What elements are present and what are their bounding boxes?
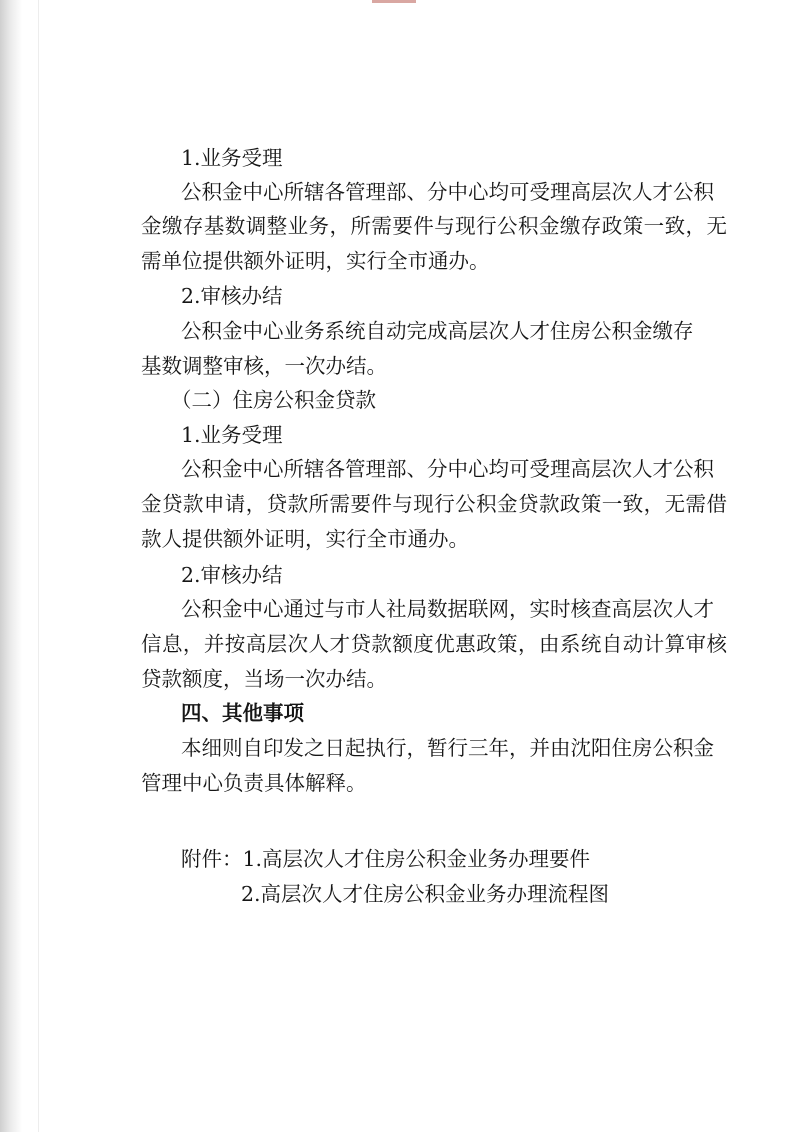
section-heading: （二）住房公积金贷款 xyxy=(171,388,376,412)
attachment-item: 附件：1.高层次人才住房公积金业务办理要件 xyxy=(181,847,591,871)
paragraph-line: 贷款额度，当场一次办结。 xyxy=(141,667,387,691)
paragraph-line: 金贷款申请，贷款所需要件与现行公积金贷款政策一致，无需借 xyxy=(141,492,727,516)
paragraph-line: 基数调整审核，一次办结。 xyxy=(141,354,387,378)
paragraph-line: 款人提供额外证明，实行全市通办。 xyxy=(141,527,469,551)
subsection-heading: 2.审核办结 xyxy=(181,563,283,587)
section-heading: 四、其他事项 xyxy=(181,701,304,725)
subsection-heading: 2.审核办结 xyxy=(181,284,283,308)
attachment-item: 2.高层次人才住房公积金业务办理流程图 xyxy=(241,882,610,906)
subsection-heading: 1.业务受理 xyxy=(181,423,283,447)
scan-edge-line xyxy=(38,0,39,1132)
top-stamp-mark xyxy=(372,0,416,3)
paragraph-line: 公积金中心所辖各管理部、分中心均可受理高层次人才公积 xyxy=(181,457,714,481)
paragraph-line: 公积金中心所辖各管理部、分中心均可受理高层次人才公积 xyxy=(181,180,714,204)
paragraph-line: 本细则自印发之日起执行，暂行三年，并由沈阳住房公积金 xyxy=(181,736,714,760)
paragraph-line: 金缴存基数调整业务，所需要件与现行公积金缴存政策一致，无 xyxy=(141,214,727,238)
paragraph-line: 管理中心负责具体解释。 xyxy=(141,771,367,795)
paragraph-line: 公积金中心业务系统自动完成高层次人才住房公积金缴存 xyxy=(181,319,694,343)
paragraph-line: 公积金中心通过与市人社局数据联网，实时核查高层次人才 xyxy=(181,597,714,621)
paragraph-line: 需单位提供额外证明，实行全市通办。 xyxy=(141,249,490,273)
subsection-heading: 1.业务受理 xyxy=(181,146,283,170)
scan-edge-shadow xyxy=(0,0,22,1132)
paragraph-line: 信息，并按高层次人才贷款额度优惠政策，由系统自动计算审核 xyxy=(141,632,727,656)
